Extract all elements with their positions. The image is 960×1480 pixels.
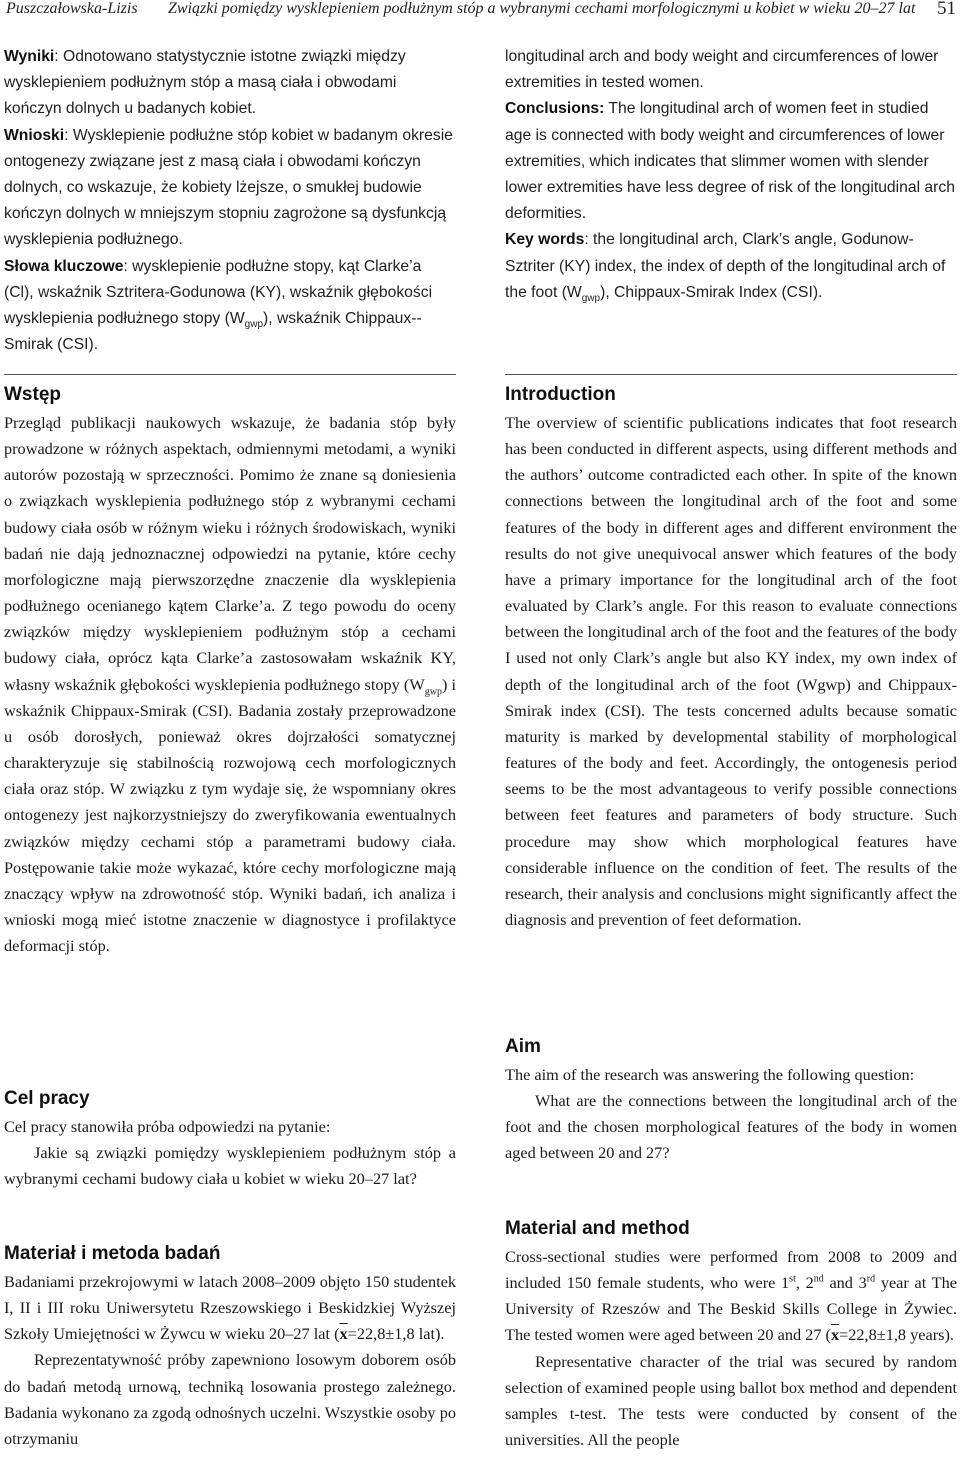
- wstep-text: Przegląd publikacji naukowych wskazuje, że badania stóp były prowadzone w różnych aspektach, odmiennymi metodami, a wyniki autorów pozostają w sprzeczności. Pomimo że znane są doniesienia o związkach wysklepienia podłużnego stóp z wybranymi cechami budowy ciała osób w różnym wieku i różnych środowiskach, wyniki badań nie dają jednoznacznej odpowiedzi na pytanie, które cechy morfologiczne mają pierwszorzędne znaczenie dla wysklepienia podłużnego ocenianego kątem Clarke’a. Z tego powodu do oceny związków między wysklepieniem podłużnym stóp a cechami budowy ciała, oprócz kąta Clarke’a zastosowałam wskaźnik KY, własny wskaźnik głębokości wysklepienia podłużnego stopy (W: [4, 413, 456, 694]
- page-number: 51: [937, 0, 956, 19]
- paragraph-method-1: [505, 1244, 957, 1349]
- section-material-metoda: [4, 1241, 456, 1452]
- section-introduction: [505, 382, 957, 933]
- paragraph-aim-2: What are the connections between the longitudinal arch of the foot and the chosen morphological features of the body in women aged between 20 and 27?: [505, 1091, 957, 1163]
- abstract-keywords-pl: [4, 254, 454, 359]
- paragraph-cel-1: Cel pracy stanowiła próba odpowiedzi na pytanie:: [4, 1117, 331, 1136]
- paragraph-introduction: The overview of scientific publications indicates that foot research has been conducted in different aspects, using different methods and the authors’ outcome contradicted each other. In spite of the known connections between the longitudinal arch of the foot and some features of the body in different ages and different environment the results do not give unequivocal answer which features of the body have a primary importance for the longitudinal arch of the foot evaluated by Clark’s angle. For this reason to evaluate connections between the longitudinal arch of the foot and the features of the body I used not only Clark’s angle but also KY index, my own index of depth of the longitudinal arch of the foot (Wgwp) and Chippaux-Smirak index (CSI). The tests concerned adults because somatic maturity is marked by developmental stability of morphological features of the body and feet. Accordingly, the ontogenesis period seems to be the most advantageous to verify possible connections between feet features and parameters of body structure. Such procedure may show which morphological features have considerable influence on the condition of feet. The results of the research, their analysis and conclusions might significantly affect the diagnosis and prevention of feet deformation.: [505, 413, 957, 929]
- method-text-c: and 3: [823, 1273, 867, 1293]
- conclusions-label-en: Conclusions:: [505, 100, 605, 118]
- heading-material-method: Material and method: [505, 1218, 690, 1239]
- heading-wstep: Wstęp: [4, 384, 61, 405]
- method-text-b: , 2: [795, 1273, 814, 1293]
- conclusions-text-en: The longitudinal arch of women feet in studied age is connected with body weight and circumferences of lower extremities, which indicates that slimmer women with slender lower extremities have less degree of risk of the longitudinal arch deformities.: [505, 100, 955, 223]
- abstract-conclusions-pl: [4, 123, 454, 254]
- paragraph-cel-2: Jakie są związki pomiędzy wysklepieniem podłużnym stóp a wybranymi cechami budowy ciała u kobiet w wieku 20–27 lat?: [4, 1143, 456, 1189]
- header-title: Związki pomiędzy wysklepieniem podłużnym stóp a wybranymi cechami morfologicznymi u kobiet w wieku 20–27 lat: [168, 0, 916, 17]
- keywords-text-en-end: ), Chippaux-Smirak Index (CSI).: [600, 283, 823, 301]
- keywords-label-en: Key words: [505, 231, 585, 249]
- method-text-a: Cross-sectional studies were performed from 2008 to 2009 and included 150 female students, who were 1: [505, 1247, 957, 1293]
- abstract-english: [505, 44, 955, 306]
- ordinal-rd: rd: [866, 1273, 876, 1285]
- keywords-text-en: : the longitudinal arch, Clark’s angle, Godunow-Sztriter (KY) index, the index of depth of the longitudinal arch of the foot (W: [505, 231, 946, 301]
- results-text: : Odnotowano statystycznie istotne związki między wysklepieniem podłużnym stóp a masą ciała i obwodami kończyn dolnych u badanych kobiet.: [4, 48, 406, 118]
- abstract-conclusions-en: [505, 96, 955, 227]
- running-header: [0, 0, 960, 26]
- keywords-subscript-en: gwp: [581, 292, 601, 304]
- paragraph-method-2: Representative character of the trial was secured by random selection of examined people using ballot box method and dependent samples t-test. The tests were conducted by consent of the universities. All the people: [505, 1351, 957, 1450]
- mean-symbol-en: $\overline{x}$: [830, 1325, 840, 1345]
- keywords-text: : wysklepienie podłużne stopy, kąt Clarke’a (Cl), wskaźnik Sztritera-Godunowa (KY), wskaźnik głębokości wysklepienia podłużnego stopy (W: [4, 257, 433, 328]
- abstract-polish: [4, 44, 454, 358]
- wstep-subscript: gwp: [424, 685, 442, 697]
- section-cel-pracy: [4, 1086, 456, 1192]
- heading-material-metoda: Materiał i metoda badań: [4, 1243, 221, 1264]
- metoda-text: Badaniami przekrojowymi w latach 2008–2009 objęto 150 studentek I, II i III roku Uniwersytetu Rzeszowskiego i Beskidzkiej Wyższej Szkoły Umiejętności w Żywcu w wieku 20–27 lat (: [4, 1272, 456, 1344]
- keywords-subscript: gwp: [244, 319, 264, 331]
- paragraph-metoda-2: Reprezentatywność próby zapewniono losowym doborem osób do badań metodą urnową, techniką losowania prostego zależnego. Badania wykonano za zgodą odnośnych uczelni. Wszystkie osoby po otrzymaniu: [4, 1350, 456, 1448]
- heading-aim: Aim: [505, 1036, 541, 1057]
- divider-right: [505, 374, 957, 375]
- results-label: Wyniki: [4, 48, 55, 65]
- ordinal-st: st: [789, 1273, 796, 1285]
- paragraph-wstep: [4, 410, 456, 959]
- method-text-d: year at The University of Rzeszów and The Beskid Skills College in Żywiec. The tested women were aged between 20 and 27 (: [505, 1273, 957, 1345]
- heading-introduction: Introduction: [505, 384, 616, 405]
- divider-left: [4, 374, 456, 375]
- header-author: Puszczałowska-Lizis: [6, 0, 138, 17]
- conclusions-text: : Wysklepienie podłużne stóp kobiet w badanym okresie ontogenezy związane jest z masą ciała i obwodami kończyn dolnych, co wskazuje, że kobiety lżejsze, o smukłej budowie kończyn dolnych w mniejszym stopniu zagrożone są dysfunkcją wysklepienia podłużnego.: [4, 126, 453, 249]
- wstep-text-end: ) i wskaźnik Chippaux-Smirak (CSI). Badania zostały przeprowadzone u osób dorosłych, ponieważ okres dojrzałości somatycznej charakteryzuje się stabilnością rozwojową cech morfologicznych ciała oraz stóp. W związku z tym wydaje się, że wspomniany okres ontogenezy jest najkorzystniejszy do zweryfikowania ewentualnych związków między cechami stóp a parametrami budowy ciała. Postępowanie takie może wykazać, które cechy morfologiczne mają znaczący wpływ na zdrowotność stóp. Wyniki badań, ich analiza i wnioski mogą mieć istotne znaczenie w diagnostyce i profilaktyce deformacji stóp.: [4, 674, 457, 956]
- keywords-text-end: ), wskaźnik Chippaux--Smirak (CSI).: [4, 310, 422, 354]
- section-wstep: [4, 382, 456, 959]
- abstract-results-en: longitudinal arch and body weight and circumferences of lower extremities in tested women.: [505, 48, 939, 92]
- paragraph-metoda-1: [4, 1269, 456, 1347]
- method-text-e: =22,8±1,8 years).: [839, 1325, 954, 1345]
- keywords-label: Słowa kluczowe: [4, 257, 124, 275]
- paragraph-aim-1: The aim of the research was answering the following question:: [505, 1065, 915, 1084]
- ordinal-nd: nd: [813, 1273, 824, 1285]
- metoda-text-end: =22,8±1,8 lat).: [347, 1324, 445, 1344]
- section-aim: [505, 1034, 957, 1167]
- mean-symbol: $\overline{x}$: [339, 1324, 348, 1344]
- heading-cel-pracy: Cel pracy: [4, 1088, 90, 1109]
- abstract-keywords-en: [505, 227, 955, 306]
- abstract-results-pl: [4, 44, 454, 123]
- section-material-method: [505, 1216, 957, 1453]
- conclusions-label: Wnioski: [4, 126, 65, 144]
